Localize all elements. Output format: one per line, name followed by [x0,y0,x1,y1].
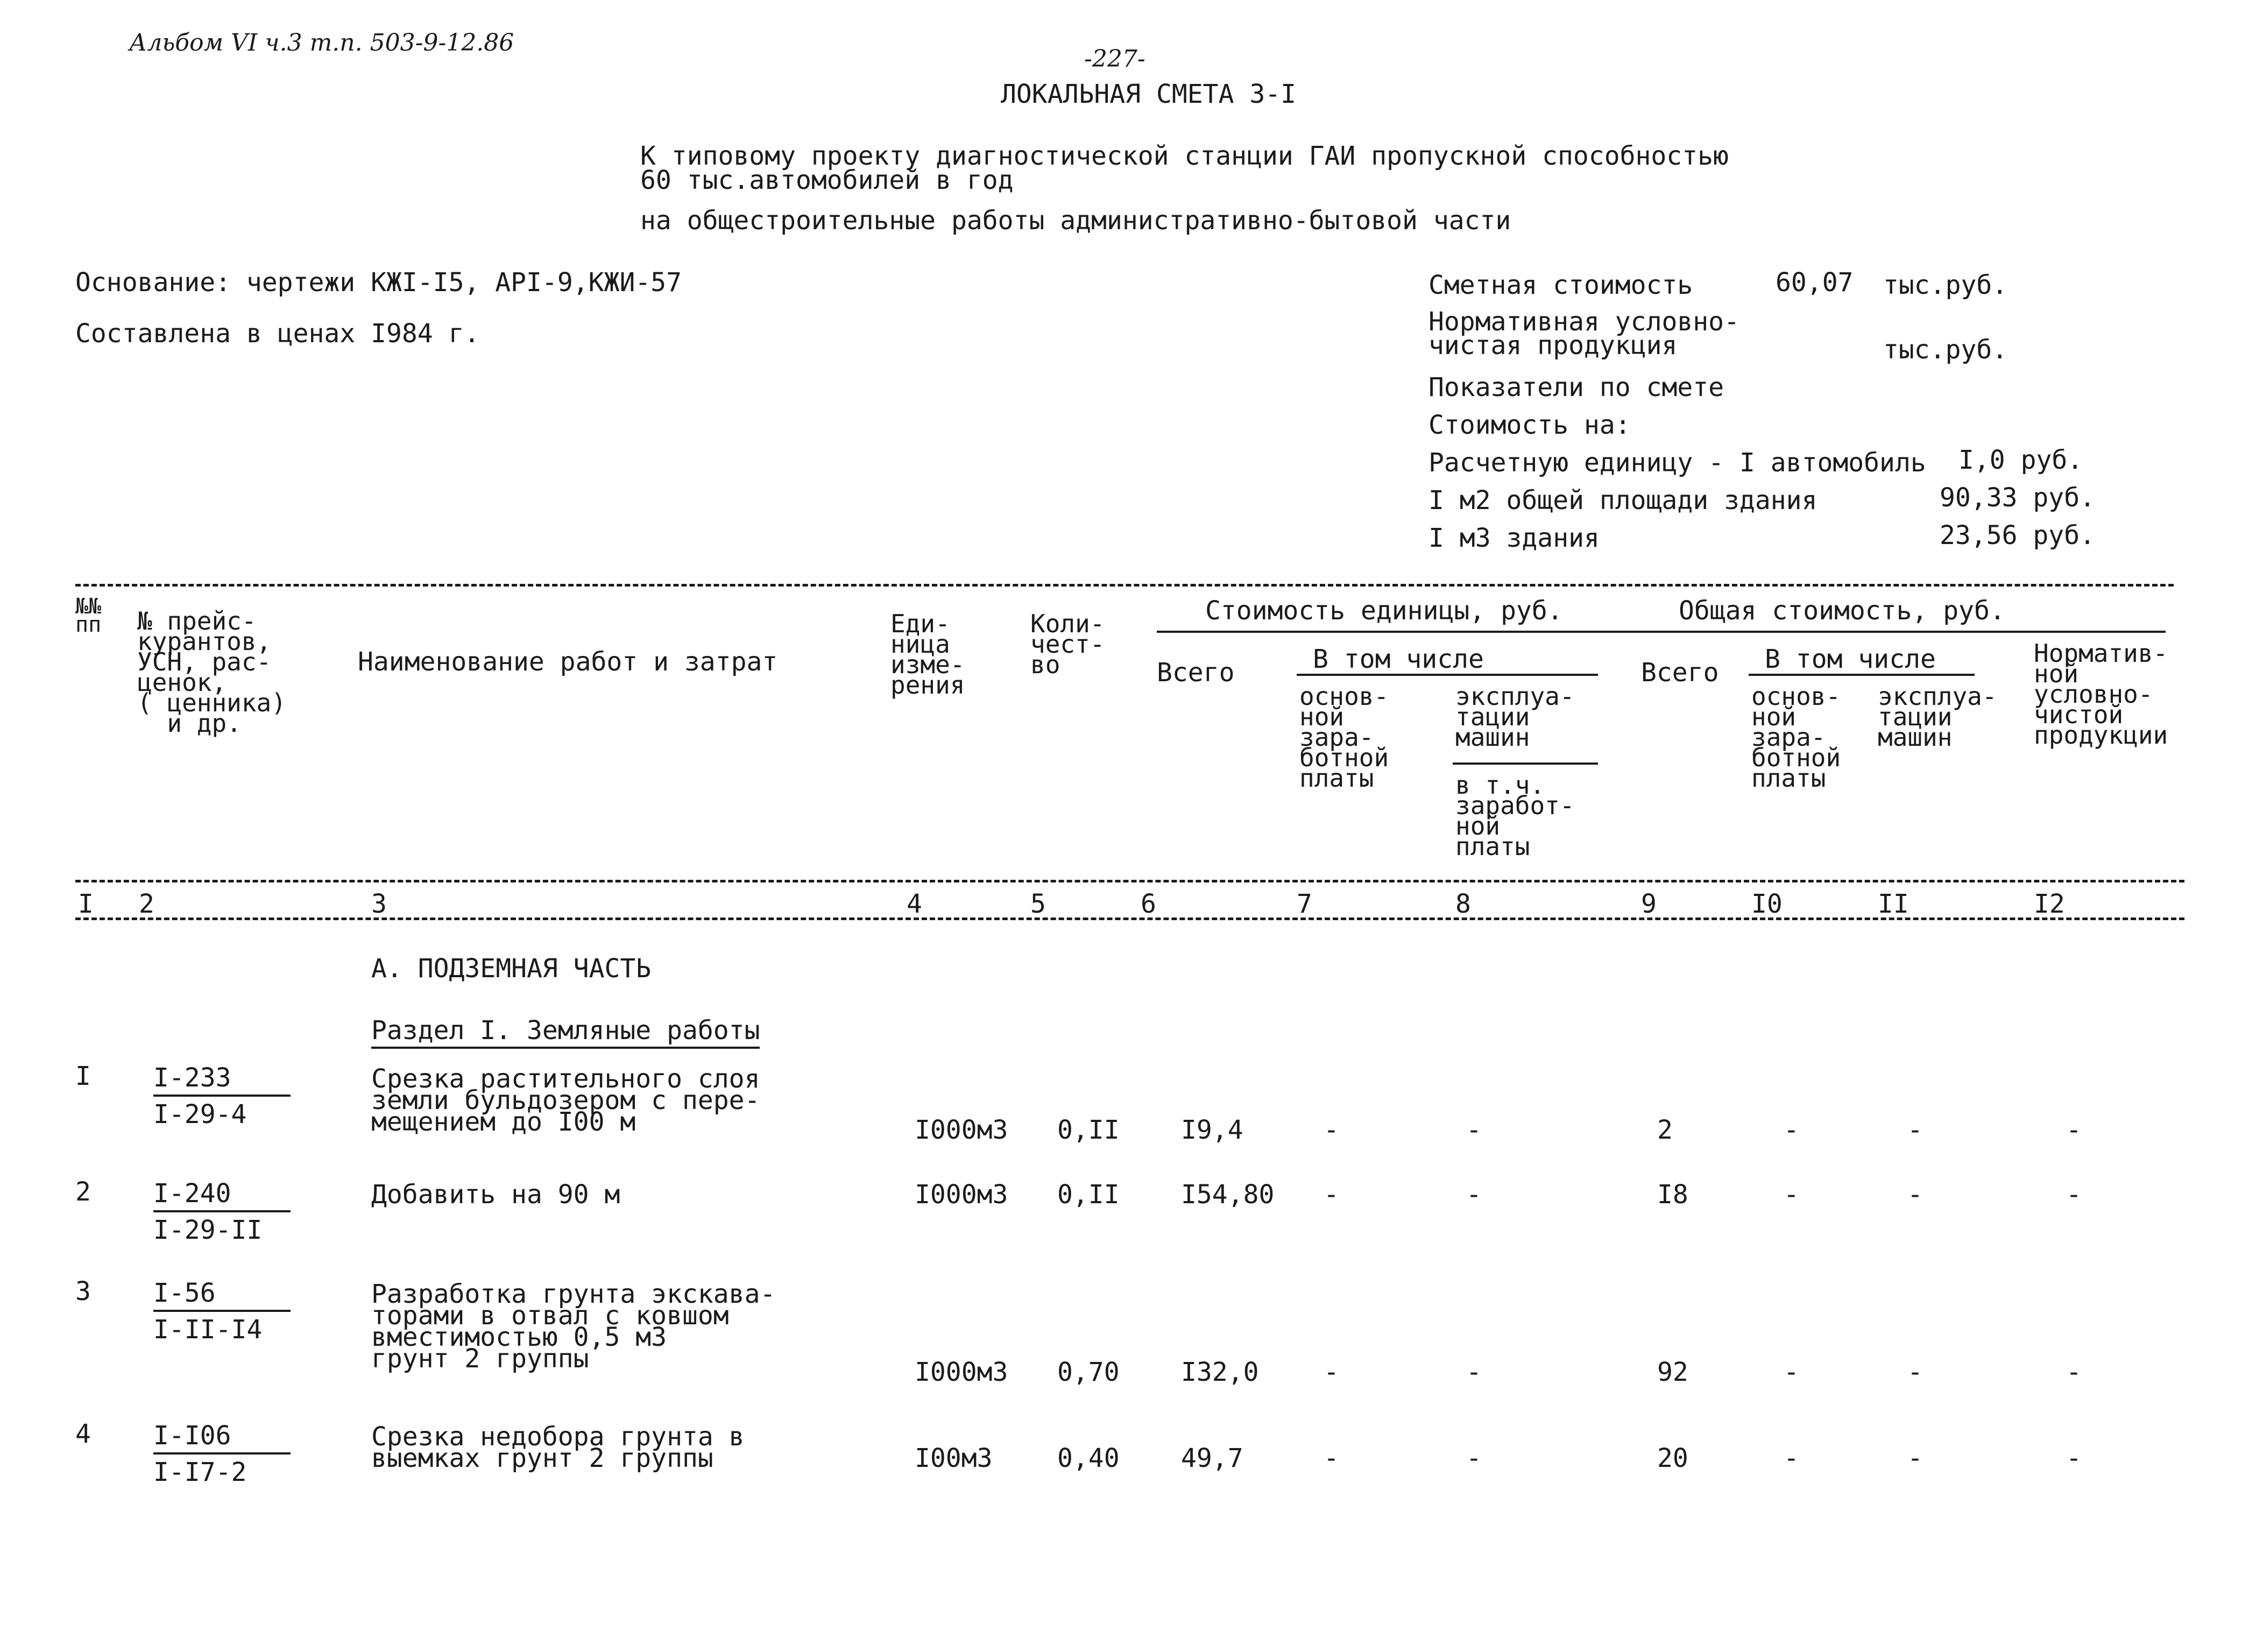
pricelist-code-top: I-240 [153,1180,291,1212]
normative-product: - [2066,1180,2082,1210]
indicators-label: Показатели по смете [1428,372,1724,403]
column-number: 8 [1455,889,1471,919]
row-number: 2 [75,1177,91,1207]
pricelist-code-bottom: I-29-II [153,1215,263,1245]
per-m2-label: I м2 общей площади здания [1428,485,1817,516]
pricelist-code [153,1280,291,1343]
row-number: 3 [75,1276,91,1307]
incl-header-2: В том числе [1765,644,1936,674]
total-cost-machines: - [1907,1115,1923,1145]
normative-product: - [2066,1357,2082,1387]
total-cost-wage: - [1784,1357,1799,1387]
col-header-total-machines: эксплуа- тации машин [1878,682,1997,752]
normative-product: - [2066,1443,2082,1473]
pricelist-code-bottom: I-29-4 [153,1099,247,1129]
quantity: 0,II [1057,1180,1120,1210]
incl-rule-2 [1749,674,1975,676]
col-header-unit: Еди- ница изме- рения [890,609,965,700]
work-name: Срезка недобора грунта в выемках грунт 2 группы [371,1422,745,1473]
total-cost-machines: - [1907,1180,1923,1210]
estimated-cost-label: Сметная стоимость [1428,270,1693,300]
pricelist-code-bottom: I-I7-2 [153,1457,247,1487]
total-cost-machines: - [1907,1357,1923,1387]
table-top-rule [75,584,2174,587]
basis-prices: Составлена в ценах I984 г. [75,319,480,349]
pricelist-code [153,1422,291,1486]
basis-drawings: Основание: чертежи КЖI-I5, АРI-9,КЖИ-57 [75,267,682,298]
unit-cost-total: I32,0 [1181,1357,1259,1387]
cost-on-label: Стоимость на: [1428,410,1631,440]
column-number: 9 [1641,889,1657,919]
column-number: II [1878,889,1909,919]
unit: I000м3 [915,1357,1008,1387]
unit: I000м3 [915,1180,1008,1210]
column-number: 7 [1297,889,1312,919]
per-m2-value: 90,33 руб. [1940,483,2095,513]
machines-split-rule [1453,763,1598,765]
normative-product: - [2066,1115,2082,1145]
subsection-heading: Раздел I. Земляные работы [371,1015,760,1049]
column-number: 3 [371,889,387,919]
quantity: 0,40 [1057,1443,1120,1473]
incl-rule-1 [1297,674,1598,676]
incl-header-1: В том числе [1313,644,1484,674]
column-number: 5 [1030,889,1046,919]
column-number: I [78,889,94,919]
unit: I000м3 [915,1115,1008,1145]
album-reference: Альбом VI ч.3 т.п. 503-9-12.86 [129,29,514,57]
column-number: 2 [139,889,154,919]
col-header-total-wage: основ- ной зара- ботной платы [1751,682,1841,793]
subtitle-line-3: на общестроительные работы административно-бытовой части [640,206,1511,236]
normative-unit: тыс.руб. [1883,335,2008,365]
total-cost: 92 [1657,1357,1688,1387]
col-header-quantity: Коли- чест- во [1030,609,1105,679]
unit-cost-machines: - [1466,1115,1482,1145]
unit-cost-total: 49,7 [1181,1443,1243,1473]
col-header-normative: Норматив- ной условно- чистой продукции [2034,639,2168,750]
unit-cost-wage: - [1324,1180,1339,1210]
work-name: Добавить на 90 м [371,1180,620,1210]
per-m3-label: I м3 здания [1428,523,1600,553]
work-name: Разработка грунта экскава- торами в отвал с ковшом вместимостью 0,5 м3 грунт 2 группы [371,1279,776,1374]
page-number: -227- [1084,45,1145,73]
pricelist-code-bottom: I-II-I4 [153,1315,263,1345]
total-cost: 2 [1657,1115,1673,1145]
col-header-unit-machines-wage: в т.ч. заработ- ной платы [1455,771,1575,861]
quantity: 0,II [1057,1115,1120,1145]
estimated-cost-value: 60,07 [1776,267,1854,298]
column-numbers-bottom-rule [75,917,2184,920]
col-header-unit-wage: основ- ной зара- ботной платы [1299,682,1389,793]
per-unit-value: I,0 руб. [1958,445,2083,475]
unit-cost-machines: - [1466,1443,1482,1473]
unit-cost-total: I9,4 [1181,1115,1243,1145]
subtitle-line-1: К типовому проекту диагностической станции ГАИ пропускной способностью [640,141,1729,171]
pricelist-code [153,1180,291,1244]
column-number: 6 [1141,889,1156,919]
column-number: 4 [907,889,922,919]
quantity: 0,70 [1057,1357,1120,1387]
unit-cost-wage: - [1324,1443,1339,1473]
total-cost-group-header: Общая стоимость, руб. [1679,596,2005,626]
total-cost: 20 [1657,1443,1688,1473]
row-number: 4 [75,1419,91,1449]
unit-cost-group-rule [1157,631,1660,633]
unit-cost-wage: - [1324,1115,1339,1145]
total-cost-group-rule [1641,631,2166,633]
col-header-pricelist: № прейс- курантов, УСН, рас- ценок, ( ценника) и др. [137,606,286,738]
unit-cost-machines: - [1466,1357,1482,1387]
row-number: I [75,1061,91,1091]
total-cost-machines: - [1907,1443,1923,1473]
normative-label-1: Нормативная условно- [1428,307,1739,337]
unit: I00м3 [915,1443,993,1473]
col-header-num: №№ пп [75,594,102,637]
column-number: I0 [1751,889,1783,919]
column-numbers-top-rule [75,880,2184,883]
per-unit-label: Расчетную единицу - I автомобиль [1428,448,1926,478]
total-cost-wage: - [1784,1180,1799,1210]
unit-cost-total: I54,80 [1181,1180,1275,1210]
col-header-work-name: Наименование работ и затрат [358,647,778,677]
document-title: ЛОКАЛЬНАЯ СМЕТА 3-I [1001,79,1297,109]
column-number: I2 [2034,889,2065,919]
unit-cost-group-header: Стоимость единицы, руб. [1205,596,1563,626]
col-header-total: Всего [1641,658,1719,688]
section-heading: А. ПОДЗЕМНАЯ ЧАСТЬ [371,954,652,984]
total-cost: I8 [1657,1180,1688,1210]
per-m3-value: 23,56 руб. [1940,520,2095,550]
subtitle-line-2: 60 тыс.автомобилей в год [640,165,1014,195]
unit-cost-wage: - [1324,1357,1339,1387]
pricelist-code-top: I-I06 [153,1422,291,1455]
pricelist-code [153,1064,291,1128]
pricelist-code-top: I-56 [153,1280,291,1312]
estimated-cost-unit: тыс.руб. [1883,270,2008,300]
normative-label-2: чистая продукция [1428,330,1678,361]
pricelist-code-top: I-233 [153,1064,291,1097]
unit-cost-machines: - [1466,1180,1482,1210]
total-cost-wage: - [1784,1443,1799,1473]
work-name: Срезка растительного слоя земли бульдозером с пере- мещением до I00 м [371,1064,760,1137]
col-header-unit-machines: эксплуа- тации машин [1455,682,1575,752]
total-cost-wage: - [1784,1115,1799,1145]
col-header-unit-total: Всего [1157,658,1235,688]
